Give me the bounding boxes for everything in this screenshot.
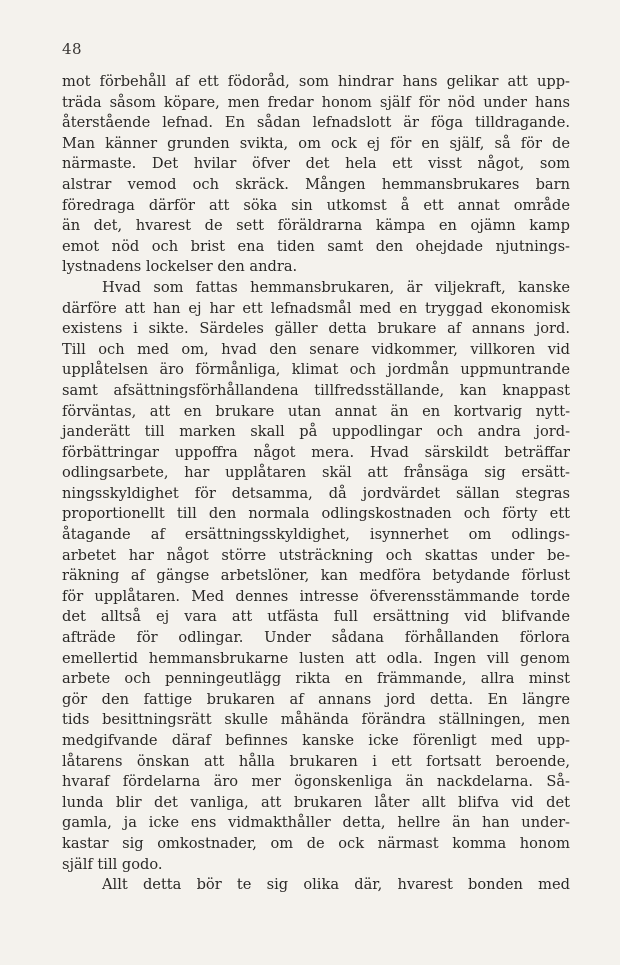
text-line: ningsskyldighet för detsamma, då jordvärdet sällan stegras xyxy=(62,484,570,502)
text-line: emot nöd och brist ena tiden samt den ohejdade njutnings- xyxy=(62,237,570,255)
text-line: upplåtelsen äro förmånliga, klimat och jordmån uppmuntrande xyxy=(62,361,570,379)
text-line: arbetet har något större utsträckning och skattas under be- xyxy=(62,546,570,564)
text-line: gamla, ja icke ens vidmakthåller detta, hellre än han under- xyxy=(62,814,570,832)
text-line: åtagande af ersättningsskyldighet, isynnerhet om odlings- xyxy=(62,526,570,544)
paragraph-start-line: Hvad som fattas hemmansbrukaren, är viljekraft, kanske xyxy=(102,278,570,296)
text-line: emellertid hemmansbrukarne lusten att odla. Ingen vill genom xyxy=(62,649,570,667)
text-line: janderätt till marken skall på uppodlingar och andra jord- xyxy=(62,423,570,441)
text-line: gör den fattige brukaren af annans jord detta. En längre xyxy=(62,690,570,708)
text-line: tids besittningsrätt skulle måhända förändra ställningen, men xyxy=(62,711,570,729)
page-number: 48 xyxy=(62,40,83,58)
text-line: än det, hvarest de sett föräldrarna kämpa en ojämn kamp xyxy=(62,217,570,235)
text-line: Till och med om, hvad den senare vidkommer, villkoren vid xyxy=(62,340,570,358)
paragraph-end-line: själf till godo. xyxy=(62,855,163,873)
text-line: låtarens önskan att hålla brukaren i ett fortsatt beroende, xyxy=(62,752,570,770)
text-line: lunda blir det vanliga, att brukaren låter allt blifva vid det xyxy=(62,793,570,811)
text-line: proportionellt till den normala odlingskostnaden och förty ett xyxy=(62,505,570,523)
text-line: existens i sikte. Särdeles gäller detta brukare af annans jord. xyxy=(62,320,570,338)
text-line: det alltså ej vara att utfästa full ersättning vid blifvande xyxy=(62,608,570,626)
text-line: Man känner grunden svikta, om ock ej för en själf, så för de xyxy=(62,134,570,152)
text-line: träda såsom köpare, men fredar honom själf för nöd under hans xyxy=(62,93,570,111)
text-line: föredraga därför att söka sin utkomst å ett annat område xyxy=(62,196,570,214)
text-line: hvaraf fördelarna äro mer ögonskenliga än nackdelarna. Så- xyxy=(62,773,570,791)
text-line: odlingsarbete, har upplåtaren skäl att frånsäga sig ersätt- xyxy=(62,464,570,482)
text-line: räkning af gängse arbetslöner, kan medföra betydande förlust xyxy=(62,567,570,585)
text-line: förväntas, att en brukare utan annat än en kortvarig nytt- xyxy=(62,402,570,420)
text-line: alstrar vemod och skräck. Mången hemmansbrukares barn xyxy=(62,175,570,193)
body-text xyxy=(62,72,570,896)
text-line: medgifvande däraf befinnes kanske icke förenligt med upp- xyxy=(62,732,570,749)
text-line: arbete och penningeutlägg rikta en främmande, allra minst xyxy=(62,670,570,688)
text-line: afträde för odlingar. Under sådana förhållanden förlora xyxy=(62,629,570,647)
paragraph-start-line: Allt detta bör te sig olika där, hvarest bonden med xyxy=(102,876,570,894)
text-line: närmaste. Det hvilar öfver det hela ett visst något, som xyxy=(62,155,570,173)
text-line: mot förbehåll af ett födoråd, som hindrar hans gelikar att upp- xyxy=(62,73,570,90)
text-line: därföre att han ej har ett lefnadsmål med en tryggad ekonomisk xyxy=(62,299,570,317)
text-line: återstående lefnad. En sådan lefnadslott är föga tilldragande. xyxy=(62,114,570,132)
text-line: förbättringar uppoffra något mera. Hvad särskildt beträffar xyxy=(62,443,570,461)
text-line: samt afsättningsförhållandena tillfredsställande, kan knappast xyxy=(62,381,570,399)
paragraph-end-line: lystnadens lockelser den andra. xyxy=(62,258,298,276)
text-line: kastar sig omkostnader, om de ock närmast komma honom xyxy=(62,834,570,852)
text-line: för upplåtaren. Med dennes intresse öfverensstämmande torde xyxy=(62,587,570,605)
